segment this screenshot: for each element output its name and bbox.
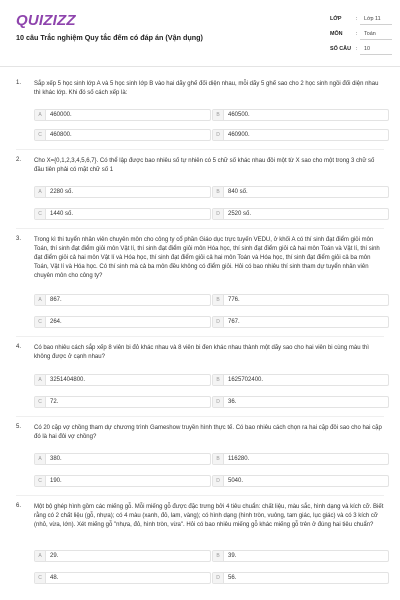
option-text: 56. <box>228 575 237 581</box>
meta-count-value: 10 <box>364 46 370 52</box>
question-text: Trong kì thi tuyển nhân viên chuyên môn cho công ty cổ phần Giáo dục trực tuyến VEDU, ở khối A có thí sinh đạt điểm giỏi môn Toán, thí sinh đạt điểm giỏi môn Vật lí, thí sinh đạt điểm giỏi môn Hóa học, thí sinh đạt điểm giỏi cả hai môn Toán và Vật lí, thí sinh đạt điểm giỏi cả hai môn Vật lí và Hóa học, thí sinh đạt điểm giỏi cả hai môn Toán và Hóa học, thí sinh đạt điểm giỏi cả ba môn Toán, Vật lí và Hóa học. Có thí sinh mà cả ba môn đều không có điểm giỏi. Hỏi có bao nhiêu thí sinh tham dự tuyển nhân viên chuyên môn cho công ty? <box>34 237 380 279</box>
question-text: Một bộ ghép hình gồm các miếng gỗ. Mỗi miếng gỗ được đặc trưng bởi 4 tiêu chuẩn: chất liệu, màu sắc, hình dạng và kích cỡ. Biết rằng có 2 chất liệu (gỗ, nhựa); có 4 màu (xanh, đỏ, lam, vàng); có hình dạng (hình tròn, vuông, tam giác, lục giác) và có 3 kích cỡ (nhỏ, vừa, lớn). Xét miếng gỗ "nhựa, đỏ, hình tròn, vừa". Hỏi có bao nhiêu miếng gỗ khác miếng gỗ trên ở đúng hai tiêu chuẩn? <box>34 504 384 528</box>
option-text: 767. <box>228 319 240 325</box>
option-letter: C <box>35 397 46 407</box>
question-text: Có bao nhiêu cách sắp xếp 8 viên bi đỏ khác nhau và 8 viên bi đen khác nhau thành một dãy sao cho hai viên bi cùng màu thì không được ở cạnh nhau? <box>34 345 369 360</box>
option-letter: C <box>35 209 46 219</box>
option-a[interactable] <box>34 550 211 562</box>
option-a[interactable] <box>34 109 211 121</box>
option-letter: C <box>35 573 46 583</box>
option-d[interactable] <box>212 129 389 141</box>
meta-subject-label: MÔN <box>330 31 343 37</box>
meta-colon: : <box>356 31 358 37</box>
question-separator <box>16 495 384 496</box>
question-number: 4. <box>16 344 22 350</box>
option-c[interactable] <box>34 396 211 408</box>
option-c[interactable] <box>34 572 211 584</box>
option-a[interactable] <box>34 374 211 386</box>
meta-class-value: Lớp 11 <box>364 16 381 22</box>
question-separator <box>16 228 384 229</box>
option-c[interactable] <box>34 316 211 328</box>
option-text: 1440 số. <box>50 211 74 217</box>
option-d[interactable] <box>212 396 389 408</box>
option-a[interactable] <box>34 453 211 465</box>
option-letter: A <box>35 375 46 385</box>
question-separator <box>16 149 384 150</box>
option-letter: C <box>35 476 46 486</box>
question-number: 5. <box>16 424 22 430</box>
meta-colon: : <box>356 46 358 52</box>
option-letter: D <box>213 130 224 140</box>
option-c[interactable] <box>34 129 211 141</box>
option-text: 29. <box>50 553 59 559</box>
question-text: Sắp xếp 5 học sinh lớp A và 5 học sinh lớp B vào hai dãy ghế đối diện nhau, mỗi dãy 5 ghế sao cho 2 học sinh ngồi đối diện nhau thì khác lớp. Khi đó số cách xếp là: <box>34 81 379 96</box>
option-text: 3251404800. <box>50 377 86 383</box>
option-text: 116280. <box>228 456 250 462</box>
option-c[interactable] <box>34 475 211 487</box>
quizizz-logo: QUIZIZZ <box>16 12 76 29</box>
question-text: Có 20 cặp vợ chồng tham dự chương trình Gameshow truyền hình thực tế. Có bao nhiêu cách chọn ra hai cặp đôi sao cho hai cặp đó là hai đôi vợ chồng? <box>34 425 382 440</box>
meta-count-label: SỐ CÂU <box>330 46 351 52</box>
option-text: 5040. <box>228 478 244 484</box>
meta-subject-value: Toán <box>364 31 376 37</box>
option-letter: A <box>35 187 46 197</box>
option-letter: A <box>35 454 46 464</box>
option-b[interactable] <box>212 186 389 198</box>
question-separator <box>16 336 384 337</box>
option-b[interactable] <box>212 550 389 562</box>
option-letter: C <box>35 317 46 327</box>
meta-underline <box>360 39 392 40</box>
meta-underline <box>360 24 392 25</box>
question-number: 2. <box>16 157 22 163</box>
option-letter: D <box>213 476 224 486</box>
worksheet-header <box>0 0 400 62</box>
option-letter: D <box>213 209 224 219</box>
option-b[interactable] <box>212 453 389 465</box>
question-text: Cho X={0,1,2,3,4,5,6,7}. Có thể lập được bao nhiêu số tự nhiên có 5 chữ số khác nhau đôi một từ X sao cho một trong 3 chữ số đầu tiên phải có mặt chữ số 1 <box>34 158 375 173</box>
option-letter: A <box>35 110 46 120</box>
option-text: 36. <box>228 399 237 405</box>
meta-class <box>330 14 390 24</box>
option-text: 460800. <box>50 132 72 138</box>
option-a[interactable] <box>34 186 211 198</box>
option-text: 380. <box>50 456 62 462</box>
meta-class-label: LỚP <box>330 16 342 22</box>
option-letter: C <box>35 130 46 140</box>
option-b[interactable] <box>212 294 389 306</box>
option-b[interactable] <box>212 374 389 386</box>
option-letter: D <box>213 317 224 327</box>
option-letter: B <box>213 454 224 464</box>
option-letter: D <box>213 397 224 407</box>
header-divider <box>0 66 400 67</box>
option-d[interactable] <box>212 316 389 328</box>
option-text: 867. <box>50 297 62 303</box>
option-text: 2520 số. <box>228 211 252 217</box>
option-letter: A <box>35 295 46 305</box>
option-text: 776. <box>228 297 240 303</box>
option-letter: A <box>35 551 46 561</box>
option-d[interactable] <box>212 208 389 220</box>
option-letter: B <box>213 295 224 305</box>
meta-underline <box>360 54 392 55</box>
option-text: 460900. <box>228 132 250 138</box>
question-number: 6. <box>16 503 22 509</box>
question-separator <box>16 416 384 417</box>
option-letter: B <box>213 375 224 385</box>
option-text: 1625702400. <box>228 377 264 383</box>
meta-subject <box>330 29 390 39</box>
option-b[interactable] <box>212 109 389 121</box>
question-number: 3. <box>16 236 22 242</box>
worksheet-title: 10 câu Trắc nghiệm Quy tắc đếm có đáp án (Vận dụng) <box>16 33 203 42</box>
question-number: 1. <box>16 80 22 86</box>
meta-colon: : <box>356 16 358 22</box>
option-c[interactable] <box>34 208 211 220</box>
option-d[interactable] <box>212 475 389 487</box>
option-letter: B <box>213 187 224 197</box>
option-text: 840 số. <box>228 189 248 195</box>
meta-question-count <box>330 44 390 54</box>
option-text: 39. <box>228 553 237 559</box>
option-text: 72. <box>50 399 59 405</box>
option-text: 48. <box>50 575 59 581</box>
option-a[interactable] <box>34 294 211 306</box>
option-text: 264. <box>50 319 62 325</box>
option-text: 2280 số. <box>50 189 74 195</box>
option-text: 190. <box>50 478 62 484</box>
option-letter: B <box>213 551 224 561</box>
option-letter: B <box>213 110 224 120</box>
option-d[interactable] <box>212 572 389 584</box>
option-text: 460000. <box>50 112 72 118</box>
option-text: 460500. <box>228 112 250 118</box>
option-letter: D <box>213 573 224 583</box>
